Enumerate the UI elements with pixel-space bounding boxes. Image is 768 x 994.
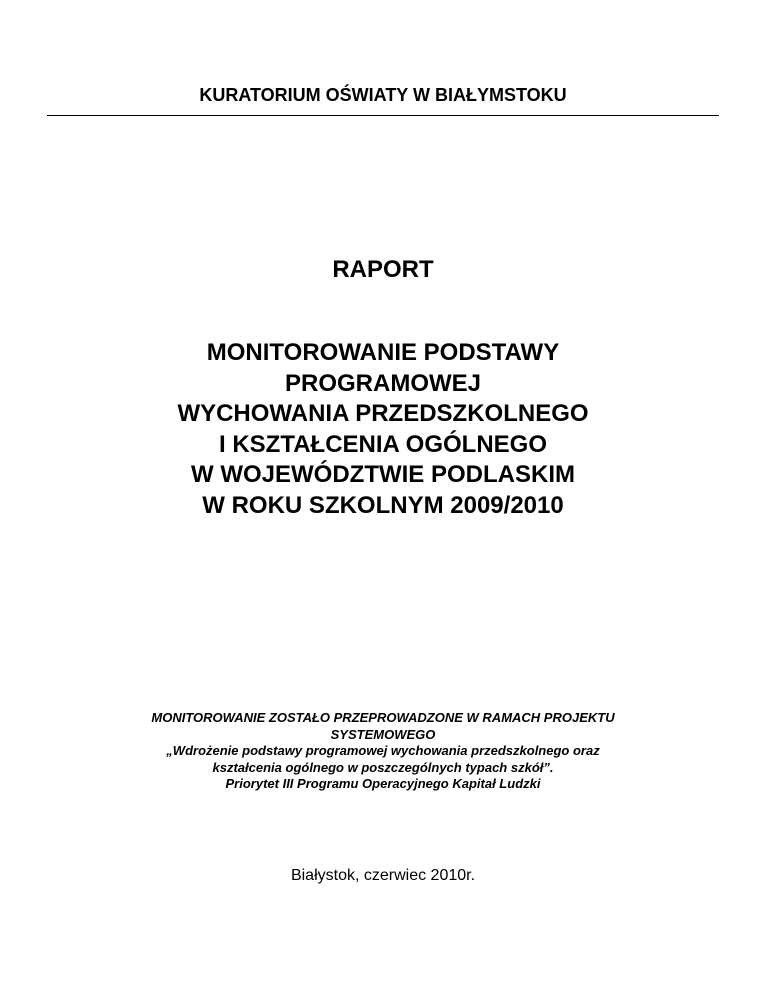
project-note-line: kształcenia ogólnego w poszczególnych typach szkół”. [212, 759, 554, 775]
report-title-line: W ROKU SZKOLNYM 2009/2010 [202, 491, 564, 519]
project-note-line: „Wdrożenie podstawy programowej wychowania przedszkolnego oraz [166, 743, 600, 758]
place-date: Białystok, czerwiec 2010r. [290, 867, 476, 884]
project-note-line: Priorytet III Programu Operacyjnego Kapitał Ludzki [225, 776, 541, 791]
institution-header: KURATORIUM OŚWIATY W BIAŁYMSTOKU [199, 85, 567, 105]
project-note-line: SYSTEMOWEGO [330, 726, 436, 742]
report-title-line: I KSZTAŁCENIA OGÓLNEGO [219, 430, 547, 458]
report-title-line: PROGRAMOWEJ [284, 369, 481, 397]
project-note [47, 710, 719, 793]
report-title-line: W WOJEWÓDZTWIE PODLASKIM [191, 461, 575, 488]
header-divider [47, 115, 719, 116]
report-title [47, 338, 719, 521]
report-title-line: MONITOROWANIE PODSTAWY [206, 339, 560, 366]
project-note-line: MONITOROWANIE ZOSTAŁO PRZEPROWADZONE W RAMACH PROJEKTU [151, 710, 615, 725]
report-title-line: WYCHOWANIA PRZEDSZKOLNEGO [177, 400, 589, 427]
report-label: RAPORT [332, 256, 434, 283]
